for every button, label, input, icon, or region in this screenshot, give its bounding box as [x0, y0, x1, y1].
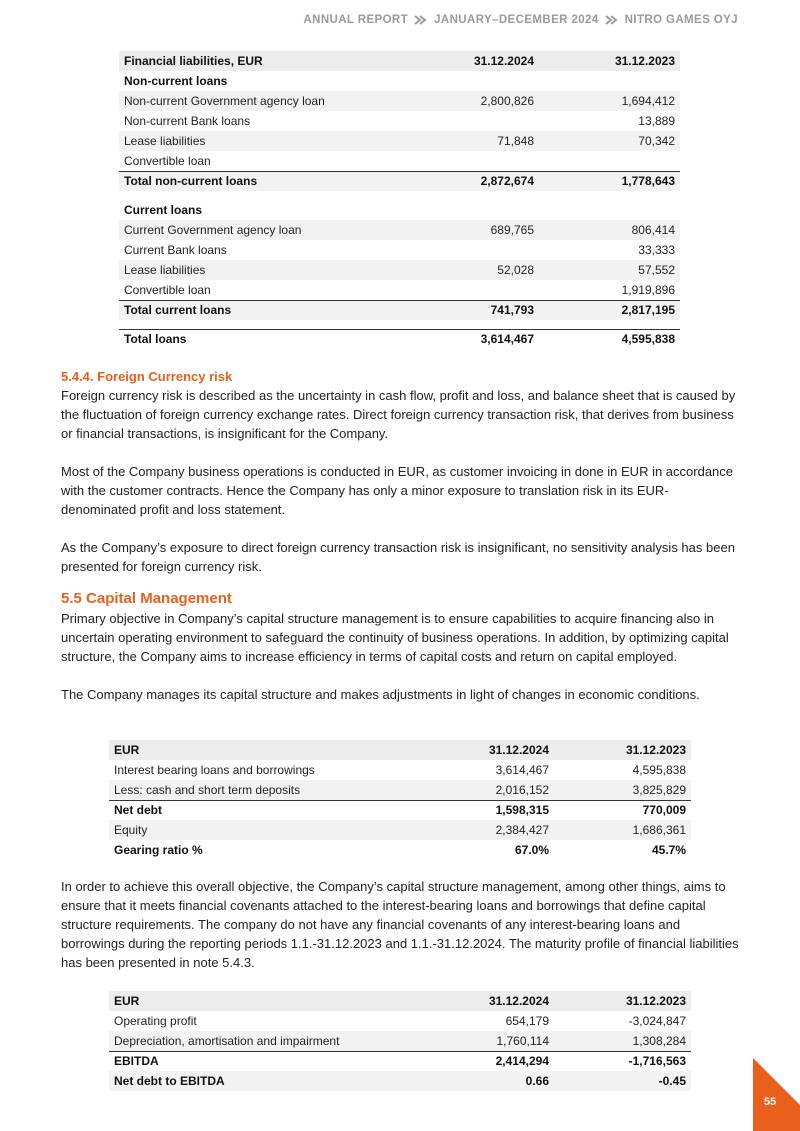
paragraph: Primary objective in Company’s capital structure management is to ensure capabilities to acquire financing also in uncertain operating environment to safeguard the continuity of business operations. In addition, by optimizing capital structure, the Company aims to increase efficiency in terms of capital costs and return on capital employed. — [61, 611, 729, 664]
table-row — [119, 151, 680, 171]
table-subheading-row — [119, 200, 680, 220]
row-value-2023: 3,825,829 — [554, 780, 691, 800]
row-label: Equity — [109, 820, 414, 840]
row-value-2024: 1,598,315 — [414, 800, 554, 820]
grand-total-label: Total loans — [124, 332, 187, 347]
row-value-2023: 70,342 — [539, 131, 680, 151]
table-row — [119, 260, 680, 280]
table-row — [109, 1031, 691, 1051]
column-header: EUR — [109, 740, 414, 760]
header-period-label: JANUARY–DECEMBER 2024 — [434, 14, 599, 26]
row-value-2024: 67.0% — [514, 843, 549, 857]
row-value-2023: 4,595,838 — [632, 763, 686, 777]
total-label: Total non-current loans — [119, 171, 404, 191]
row-label: Net debt to EBITDA — [109, 1071, 414, 1091]
row-value-2024: 1,760,114 — [414, 1031, 554, 1051]
financial-liabilities-table — [119, 51, 680, 349]
row-value-2024: 0.66 — [414, 1071, 554, 1091]
row-value-2024: 2,016,152 — [414, 780, 554, 800]
row-value-2024 — [404, 280, 539, 300]
table-total-row — [119, 300, 680, 320]
running-header — [303, 14, 738, 26]
column-header: 31.12.2024 — [414, 740, 554, 760]
paragraph: The Company manages its capital structure and makes adjustments in light of changes in economic conditions. — [61, 687, 700, 702]
column-header: 31.12.2023 — [554, 991, 691, 1011]
row-value-2023: -0.45 — [554, 1071, 691, 1091]
table-spacer — [119, 320, 680, 329]
row-value-2024: 2,384,427 — [414, 820, 554, 840]
covenant-section — [61, 877, 741, 972]
paragraph: In order to achieve this overall objective, the Company’s capital structure management, among other things, aims to ensure that it meets financial covenants attached to the interest-bearing loans and borrowings that define capital structure requirements. The company do not have any financial covenants of any interest-bearing loans and borrowings during the reporting periods 1.1.-31.12.2023 and 1.1.-31.12.2024. The maturity profile of financial liabilities has been presented in note 5.4.3. — [61, 879, 739, 970]
row-label: Gearing ratio % — [114, 843, 203, 857]
table-row — [119, 240, 680, 260]
paragraph: As the Company’s exposure to direct foreign currency transaction risk is insignificant, no sensitivity analysis has been presented for foreign currency risk. — [61, 540, 735, 574]
table-row — [119, 91, 680, 111]
row-value-2023: 770,009 — [554, 800, 691, 820]
row-label: Net debt — [109, 800, 414, 820]
row-value-2024: 71,848 — [404, 131, 539, 151]
table-header-row — [109, 991, 691, 1011]
table-row — [119, 220, 680, 240]
row-label: Convertible loan — [124, 282, 211, 297]
table-row — [109, 1071, 691, 1091]
table-row — [109, 820, 691, 840]
row-label: Non-current Government agency loan — [119, 91, 404, 111]
row-value-2024: 52,028 — [404, 260, 539, 280]
column-header: 31.12.2023 — [554, 740, 691, 760]
column-header: 31.12.2023 — [539, 51, 680, 71]
table-header-row — [109, 740, 691, 760]
double-chevron-icon — [605, 15, 619, 25]
row-label: Convertible loan — [124, 153, 211, 168]
capital-structure-table — [109, 740, 691, 860]
row-value-2024: 2,800,826 — [404, 91, 539, 111]
table-total-row — [109, 1051, 691, 1071]
page-corner-shape — [753, 1058, 800, 1131]
table-header-row — [119, 51, 680, 71]
total-value-2023: 2,817,195 — [539, 300, 680, 320]
table-total-row — [109, 800, 691, 820]
net-debt-to-ebitda-table — [109, 991, 691, 1091]
total-value-2023: 1,778,643 — [539, 171, 680, 191]
row-label: Operating profit — [114, 1014, 197, 1028]
row-value-2024: 2,414,294 — [414, 1051, 554, 1071]
header-report-label: ANNUAL REPORT — [303, 14, 409, 26]
total-value-2024: 741,793 — [404, 300, 539, 320]
table-total-row — [119, 171, 680, 191]
column-header: Financial liabilities, EUR — [119, 51, 404, 71]
row-value-2023: -1,716,563 — [554, 1051, 691, 1071]
row-value-2023: 1,694,412 — [539, 91, 680, 111]
table-subheading-row — [119, 71, 680, 91]
row-value-2024 — [404, 151, 539, 171]
table-row — [109, 1011, 691, 1031]
noncurrent-loans-heading: Non-current loans — [124, 74, 228, 88]
table-spacer — [119, 191, 680, 200]
row-value-2023: -3,024,847 — [628, 1014, 686, 1028]
paragraph: Most of the Company business operations is conducted in EUR, as customer invoicing in done in EUR in accordance with the customer contracts. Hence the Company has only a minor exposure to translation risk in its EUR-denominated profit and loss statement. — [61, 464, 734, 517]
page-number: 55 — [763, 1096, 777, 1108]
table-row — [119, 280, 680, 300]
total-value-2024: 2,872,674 — [404, 171, 539, 191]
section-heading: 5.4.4. Foreign Currency risk — [61, 369, 233, 384]
grand-total-value-2024: 3,614,467 — [480, 332, 534, 347]
row-value-2023: 45.7% — [651, 843, 686, 857]
row-label: EBITDA — [109, 1051, 414, 1071]
row-value-2023: 33,333 — [638, 243, 675, 257]
row-label: Non-current Bank loans — [124, 114, 251, 128]
header-company-label: NITRO GAMES OYJ — [624, 14, 738, 26]
current-loans-heading: Current loans — [124, 203, 203, 217]
grand-total-value-2023: 4,595,838 — [621, 332, 675, 347]
table-row — [119, 111, 680, 131]
column-header: 31.12.2024 — [414, 991, 554, 1011]
double-chevron-icon — [414, 15, 428, 25]
row-label: Current Bank loans — [124, 243, 227, 257]
row-value-2023: 1,686,361 — [554, 820, 691, 840]
row-value-2024: 3,614,467 — [495, 763, 549, 777]
table-row — [109, 760, 691, 780]
row-value-2023: 1,919,896 — [621, 282, 675, 297]
column-header: 31.12.2024 — [404, 51, 539, 71]
row-value-2023: 13,889 — [638, 114, 675, 128]
row-value-2024: 654,179 — [505, 1014, 549, 1028]
table-row — [109, 780, 691, 800]
row-value-2023: 57,552 — [539, 260, 680, 280]
row-label: Current Government agency loan — [119, 220, 404, 240]
foreign-currency-risk-section — [61, 367, 741, 576]
row-value-2024: 689,765 — [404, 220, 539, 240]
row-value-2024 — [404, 240, 539, 260]
paragraph: Foreign currency risk is described as the uncertainty in cash flow, profit and loss, and balance sheet that is caused by the fluctuation of foreign currency exchange rates. Direct foreign currency transaction risk, that derives from business or financial transactions, is insignificant for the Company. — [61, 388, 736, 441]
capital-management-section — [61, 589, 741, 704]
row-label: Less: cash and short term deposits — [109, 780, 414, 800]
row-label: Lease liabilities — [119, 131, 404, 151]
row-value-2023 — [539, 151, 680, 171]
table-row — [119, 131, 680, 151]
row-label: Interest bearing loans and borrowings — [114, 763, 315, 777]
row-label: Lease liabilities — [119, 260, 404, 280]
row-value-2023: 806,414 — [539, 220, 680, 240]
row-label: Depreciation, amortisation and impairment — [109, 1031, 414, 1051]
section-heading: 5.5 Capital Management — [61, 590, 232, 607]
row-value-2023: 1,308,284 — [554, 1031, 691, 1051]
table-grand-total-row — [119, 329, 680, 349]
column-header: EUR — [109, 991, 414, 1011]
total-label: Total current loans — [119, 300, 404, 320]
table-row — [109, 840, 691, 860]
row-value-2024 — [404, 111, 539, 131]
